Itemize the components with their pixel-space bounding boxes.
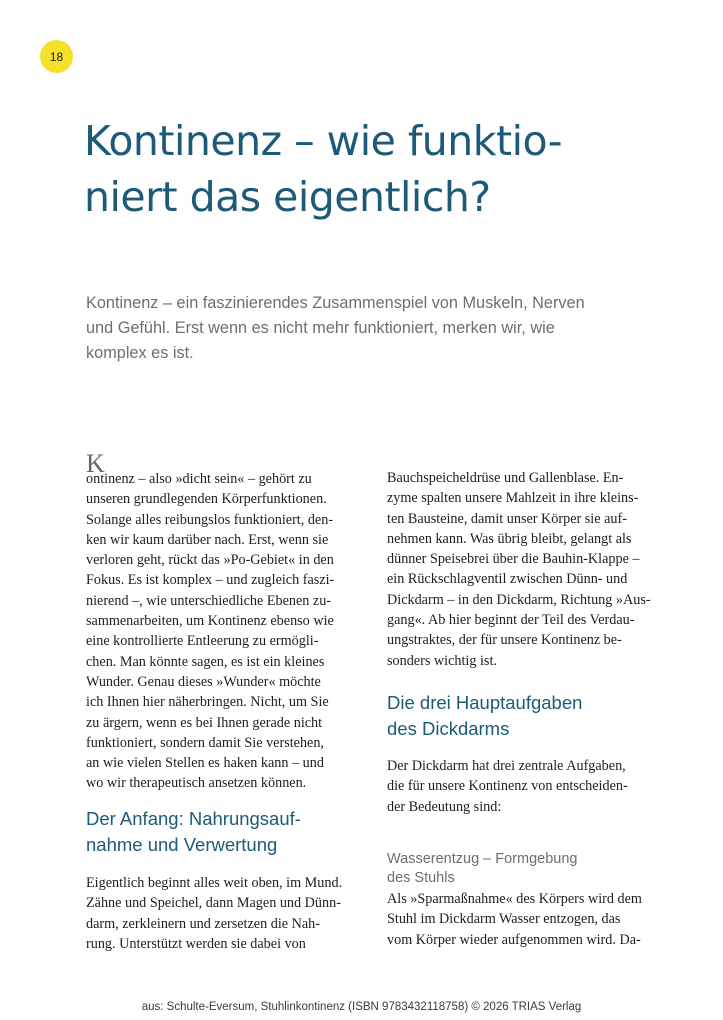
- paragraph-line: ich Ihnen hier näherbringen. Nicht, um Sie: [86, 694, 329, 711]
- paragraph-line: Als »Sparmaßnahme« des Körpers wird dem: [387, 891, 642, 907]
- paragraph-line: gang«. Ab hier beginnt der Teil des Verdau-: [387, 612, 635, 629]
- paragraph-line: Solange alles reibungslos funktioniert, den-: [86, 511, 334, 528]
- paragraph-line: funktioniert, sondern damit Sie verstehen,: [86, 734, 324, 751]
- paragraph-line: eine kontrollierte Entleerung zu ermögli-: [86, 633, 319, 650]
- paragraph-line: zyme spalten unsere Mahlzeit in ihre kleins-: [387, 490, 639, 507]
- paragraph-line: Wunder. Genau dieses »Wunder« möchte: [86, 673, 321, 690]
- paragraph-line: wo wir therapeutisch ansetzen können.: [86, 775, 307, 792]
- paragraph-line: ein Rückschlagventil zwischen Dünn- und: [387, 571, 628, 588]
- right-paragraph-2: [387, 756, 628, 817]
- paragraph-line: Stuhl im Dickdarm Wasser entzogen, das: [387, 911, 621, 928]
- paragraph-line: nierend –, wie unterschiedliche Ebenen zu-: [86, 592, 332, 609]
- intro-line: komplex es ist.: [86, 344, 194, 362]
- left-paragraph-1: [86, 449, 335, 794]
- page-footer: aus: Schulte-Eversum, Stuhlinkontinenz (ISBN 9783432118758) © 2026 TRIAS Verlag: [141, 1001, 582, 1013]
- heading-line: des Dickdarms: [387, 718, 510, 739]
- paragraph-line: dünner Speisebrei über die Bauhin-Klappe –: [387, 551, 640, 568]
- left-paragraph-2: [86, 873, 342, 954]
- intro-line: und Gefühl. Erst wenn es nicht mehr funktioniert, merken wir, wie: [86, 319, 555, 337]
- right-paragraph-3: [387, 889, 642, 950]
- right-paragraph-1: [387, 468, 651, 671]
- paragraph-line: rung. Unterstützt werden sie dabei von: [86, 935, 306, 952]
- page-number-badge: [40, 40, 73, 73]
- page-title: [84, 113, 684, 225]
- sub-heading: [387, 850, 577, 888]
- heading-line: Die drei Hauptaufgaben: [387, 692, 583, 713]
- first-line-text: ontinenz – also »dicht sein« – gehört zu: [86, 471, 312, 487]
- paragraph-line: zu ärgern, wenn es bei Ihnen gerade nicht: [86, 714, 323, 731]
- dropcap: K: [86, 449, 105, 478]
- paragraph-line: ken wir kaum darüber nach. Erst, wenn sie: [86, 531, 329, 548]
- subheading-line: des Stuhls: [387, 870, 455, 886]
- paragraph-line: an wie vielen Stellen es haken kann – und: [86, 755, 324, 772]
- paragraph-line: ten Bausteine, damit unser Körper sie auf-: [387, 510, 627, 527]
- paragraph-line: der Bedeutung sind:: [387, 798, 502, 815]
- paragraph-line: Zähne und Speichel, dann Magen und Dünn-: [86, 895, 341, 912]
- paragraph-line: chen. Man könnte sagen, es ist ein kleines: [86, 653, 325, 670]
- first-line: [86, 449, 334, 489]
- page-number: 18: [49, 49, 64, 64]
- subheading-line: Wasserentzug – Formgebung: [387, 851, 578, 867]
- paragraph-line: vom Körper wieder aufgenommen wird. Da-: [387, 931, 641, 948]
- paragraph-line: unseren grundlegenden Körperfunktionen.: [86, 491, 327, 508]
- paragraph-line: Bauchspeicheldrüse und Gallenblase. En-: [387, 470, 624, 486]
- title-line: niert das eigentlich?: [84, 173, 491, 221]
- paragraph-line: Dickdarm – in den Dickdarm, Richtung »Aus-: [387, 591, 651, 608]
- paragraph-line: sammenarbeiten, um Kontinenz ebenso wie: [86, 613, 334, 630]
- paragraph-line: verloren geht, rückt das »Po-Gebiet« in den: [86, 552, 334, 569]
- section-heading: [86, 806, 301, 858]
- intro-text: [86, 291, 666, 366]
- paragraph-line: sonders wichtig ist.: [387, 652, 497, 669]
- heading-line: nahme und Verwertung: [86, 834, 278, 855]
- intro-line: Kontinenz – ein faszinierendes Zusammenspiel von Muskeln, Nerven: [86, 294, 585, 312]
- heading-line: Der Anfang: Nahrungsauf-: [86, 808, 301, 829]
- paragraph-line: darm, zerkleinern und zersetzen die Nah-: [86, 915, 320, 932]
- paragraph-line: die für unsere Kontinenz von entscheiden-: [387, 778, 628, 795]
- paragraph-line: Der Dickdarm hat drei zentrale Aufgaben,: [387, 758, 626, 774]
- paragraph-line: ungstraktes, der für unsere Kontinenz be-: [387, 632, 622, 649]
- title-line: Kontinenz – wie funktio-: [84, 117, 563, 165]
- paragraph-line: Fokus. Es ist komplex – und zugleich faszi-: [86, 572, 335, 589]
- section-heading: [387, 690, 582, 742]
- paragraph-line: Eigentlich beginnt alles weit oben, im Mund.: [86, 875, 343, 891]
- paragraph-line: nehmen kann. Was übrig bleibt, gelangt als: [387, 530, 632, 547]
